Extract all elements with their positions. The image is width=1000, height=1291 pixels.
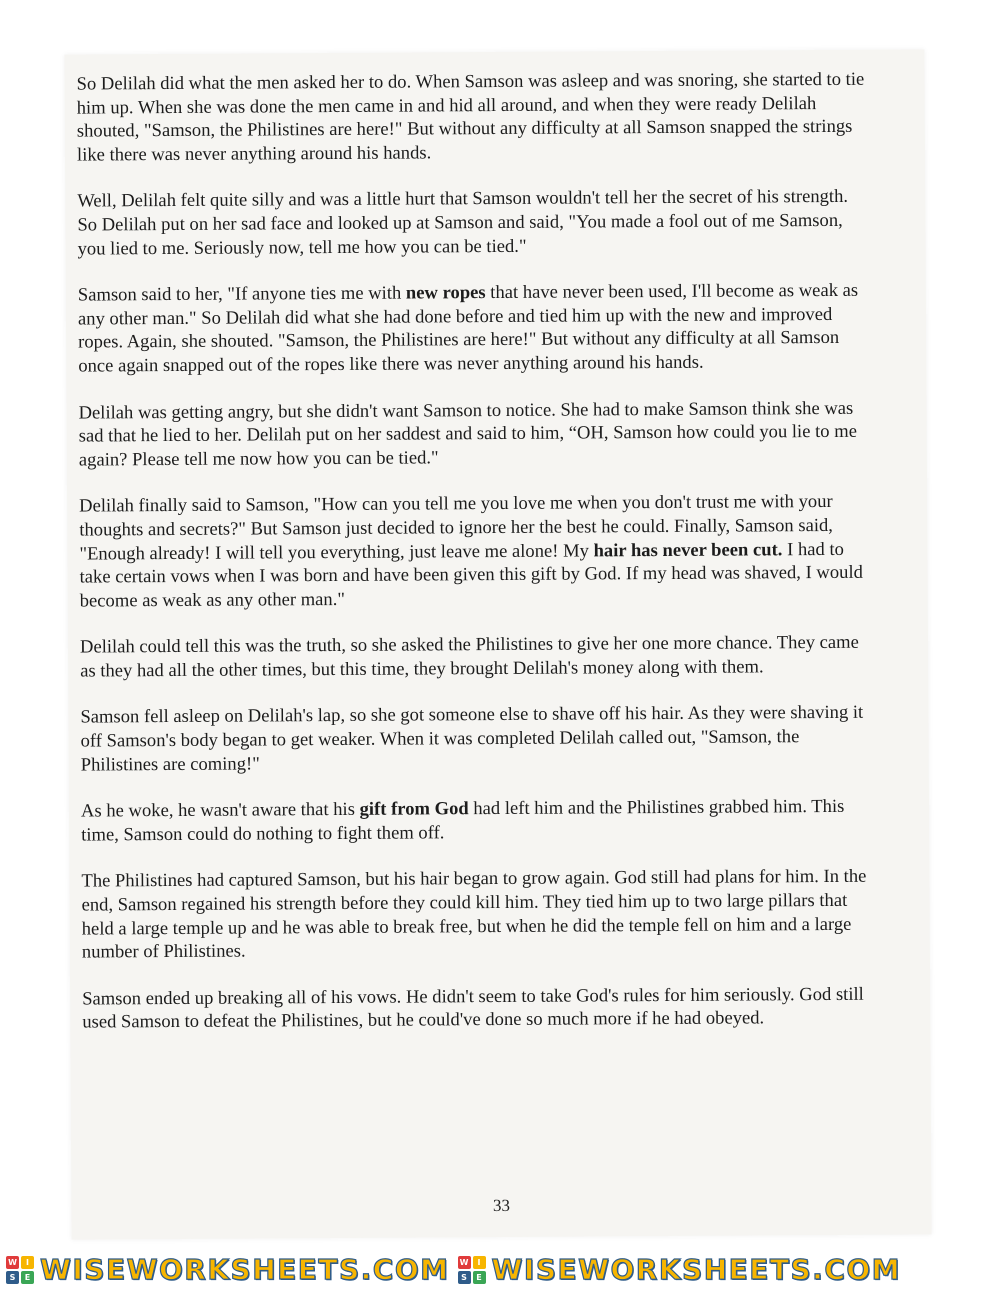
brand-logo-2 bbox=[458, 1253, 902, 1286]
paragraph-5 bbox=[79, 490, 870, 613]
paragraph-8-bold-phrase: gift from God bbox=[359, 798, 469, 821]
logo-letter-w: W bbox=[458, 1256, 471, 1269]
paragraph-8-text-before: As he woke, he wasn't aware that his bbox=[80, 799, 360, 822]
logo-letter-i: I bbox=[21, 1256, 34, 1269]
page-number: 33 bbox=[492, 1195, 510, 1216]
logo-letter-w: W bbox=[6, 1256, 19, 1269]
book-page bbox=[64, 49, 931, 1239]
paragraph-3-bold-phrase: new ropes bbox=[405, 282, 486, 304]
paragraph-9: The Philistines had captured Samson, but his hair began to grow again. God still had plans for him. In the end, Samson regained his strength before they could kill him. They tied him up to two large pillars that held a large temple up and he was able to break free, but when he did the temple fell on him and a large number of Philistines. bbox=[81, 866, 867, 963]
brand-logo-1 bbox=[6, 1253, 450, 1286]
paragraph-3-text-after: that have never been used, I'll become as weak as any other man." So Delilah did what she had done before and tied him up with the new and improved ropes. Again, she shouted. "Samson, the Philistines are here!" But without any difficulty at all Samson once again snapped out of the ropes like there was never anything around his hands. bbox=[77, 279, 859, 377]
paragraph-5-bold-phrase: hair has never been cut. bbox=[593, 538, 783, 561]
paragraph-3-text-before: Samson said to her, "If anyone ties me with bbox=[77, 282, 406, 306]
logo-letter-s: S bbox=[6, 1271, 19, 1284]
paragraph-8 bbox=[81, 795, 871, 847]
paragraph-1: So Delilah did what the men asked her to do. When Samson was asleep and was snoring, she started to tie him up. When she was done the men came in and hid all around, and when they were ready Delilah shouted, "Samson, the Philistines are here!" But without any difficulty at all Samson snapped the strings like there was never anything around his hands. bbox=[76, 68, 865, 166]
logo-letter-i: I bbox=[473, 1256, 486, 1269]
story-text bbox=[76, 68, 872, 1058]
paragraph-8-text-after: had left him and the Philistines grabbed him. This time, Samson could do nothing to fight them off. bbox=[81, 796, 845, 846]
logo-letter-e: E bbox=[21, 1271, 34, 1284]
brand-logo-icon bbox=[458, 1256, 486, 1284]
paragraph-2: Well, Delilah felt quite silly and was a little hurt that Samson wouldn't tell her the secret of his strength. So Delilah put on her sad face and looked up at Samson and said, "You made a fool out of me Samson, you lied to me. Seriously now, tell me how you can be tied." bbox=[77, 186, 849, 260]
logo-letter-s: S bbox=[458, 1271, 471, 1284]
brand-text: WISEWORKSHEETS.COM bbox=[40, 1253, 450, 1286]
paragraph-4: Delilah was getting angry, but she didn't want Samson to notice. She had to make Samson think she was sad that he lied to her. Delilah put on her saddest and said to him, “OH, Samson how could you lie to me again? Please tell me now how you can be tied." bbox=[78, 397, 857, 471]
paragraph-6: Delilah could tell this was the truth, so she asked the Philistines to give her one more chance. They came as they had all the other times, but this time, they brought Delilah's money along with them. bbox=[79, 632, 859, 682]
brand-logo-icon bbox=[6, 1256, 34, 1284]
brand-text: WISEWORKSHEETS.COM bbox=[491, 1253, 902, 1286]
paragraph-5-text-before: Delilah finally said to Samson, "How can you tell me you love me when you don't trust me with your thoughts and secrets?" But Samson just decided to ignore her the best he could. Finally, Samson said, "Enough already! I will tell you everything, just leave me alone! My bbox=[79, 491, 833, 565]
paragraph-10: Samson ended up breaking all of his vows. He didn't seem to take God's rules for him seriously. God still used Samson to defeat the Philistines, but he could've done so much more if he had obeyed. bbox=[82, 983, 864, 1033]
watermark-footer bbox=[0, 1248, 1000, 1291]
paragraph-3 bbox=[78, 279, 869, 378]
logo-letter-e: E bbox=[473, 1271, 486, 1284]
paragraph-5-text-after: I had to take certain vows when I was born and have been given this gift by God. If my head was shaved, I would become as weak as any other man." bbox=[79, 538, 863, 612]
paragraph-7: Samson fell asleep on Delilah's lap, so she got someone else to shave off his hair. As they were shaving it off Samson's body began to get weaker. When it was completed Delilah called out, "Samson, the Philistines are coming!" bbox=[80, 702, 864, 776]
